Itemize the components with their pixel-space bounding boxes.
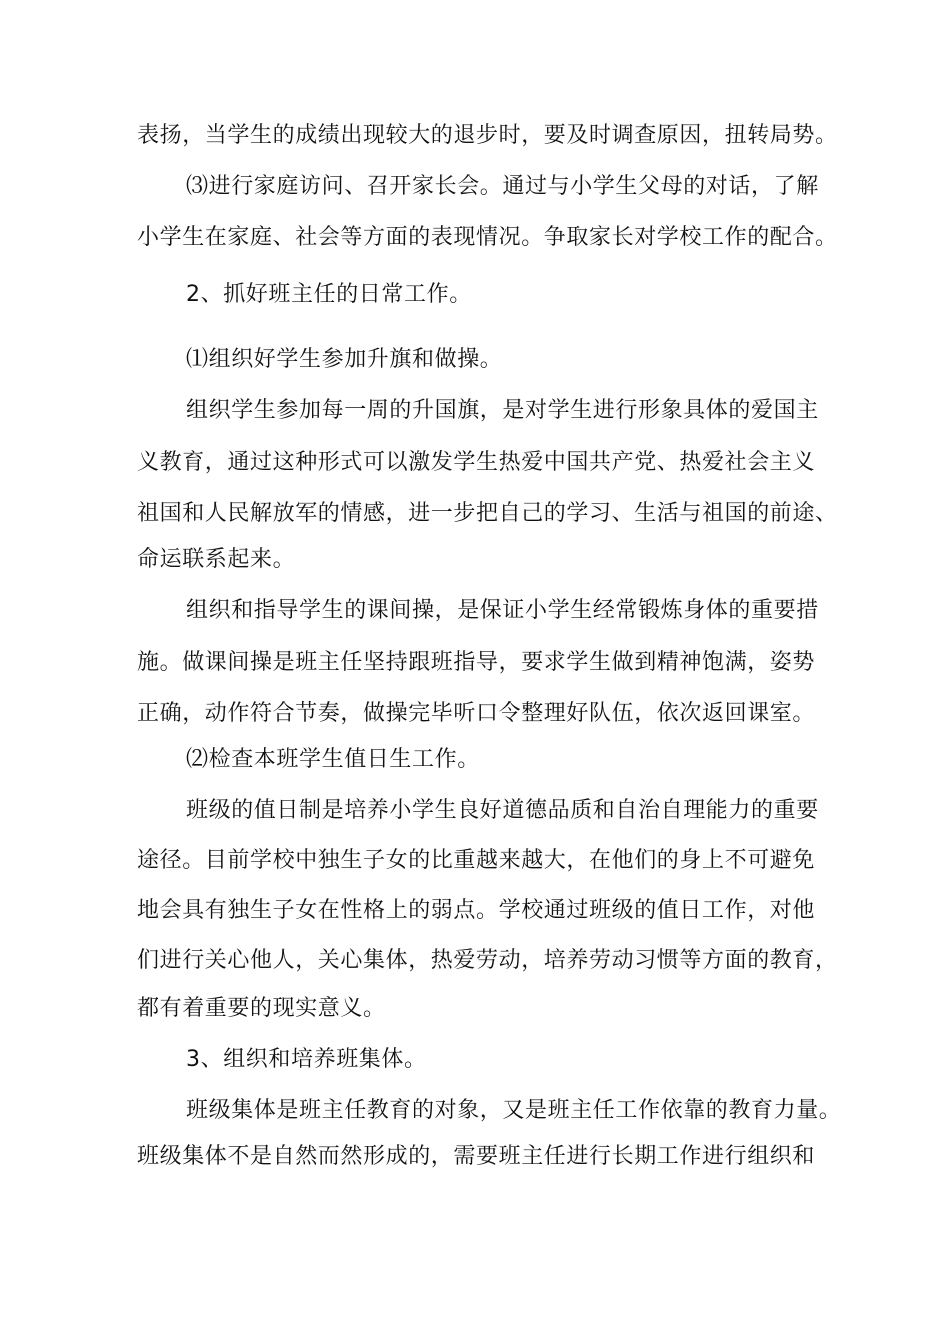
text-line: 地会具有独生子女在性格上的弱点。学校通过班级的值日工作，对他 [137,898,816,923]
text-line: 祖国和人民解放军的情感，进一步把自己的学习、生活与祖国的前途、 [137,501,838,526]
subsection-heading: ⑵检查本班学生值日生工作。 [186,747,480,772]
text-line: 表扬，当学生的成绩出现较大的退步时，要及时调查原因，扭转局势。 [137,123,838,148]
text-line: 组织学生参加每一周的升国旗，是对学生进行形象具体的爱国主 [186,398,819,423]
text-line: 班级的值日制是培养小学生良好道德品质和自治自理能力的重要 [186,798,819,823]
text-line: ⑶进行家庭访问、召开家长会。通过与小学生父母的对话，了解 [186,174,819,199]
text-line: 正确，动作符合节奏，做操完毕听口令整理好队伍，依次返回课室。 [137,701,816,726]
text-line: 都有着重要的现实意义。 [137,996,386,1021]
text-line: 小学生在家庭、社会等方面的表现情况。争取家长对学校工作的配合。 [137,225,838,250]
section-heading: 2、抓好班主任的日常工作。 [186,282,472,307]
text-line: 施。做课间操是班主任坚持跟班指导，要求学生做到精神饱满，姿势 [137,650,816,675]
text-line: 义教育，通过这种形式可以激发学生热爱中国共产党、热爱社会主义 [137,450,816,475]
text-line: 途径。目前学校中独生子女的比重越来越大，在他们的身上不可避免 [137,848,816,873]
text-line: 们进行关心他人，关心集体，热爱劳动，培养劳动习惯等方面的教育， [137,948,838,973]
section-heading: 3、组织和培养班集体。 [186,1047,427,1072]
text-line: 命运联系起来。 [137,547,296,572]
text-line: 班级集体不是自然而然形成的，需要班主任进行长期工作进行组织和 [137,1144,816,1169]
text-line: 班级集体是班主任教育的对象，又是班主任工作依靠的教育力量。 [186,1098,842,1123]
subsection-heading: ⑴组织好学生参加升旗和做操。 [186,347,503,372]
text-line: 组织和指导学生的课间操，是保证小学生经常锻炼身体的重要措 [186,598,819,623]
